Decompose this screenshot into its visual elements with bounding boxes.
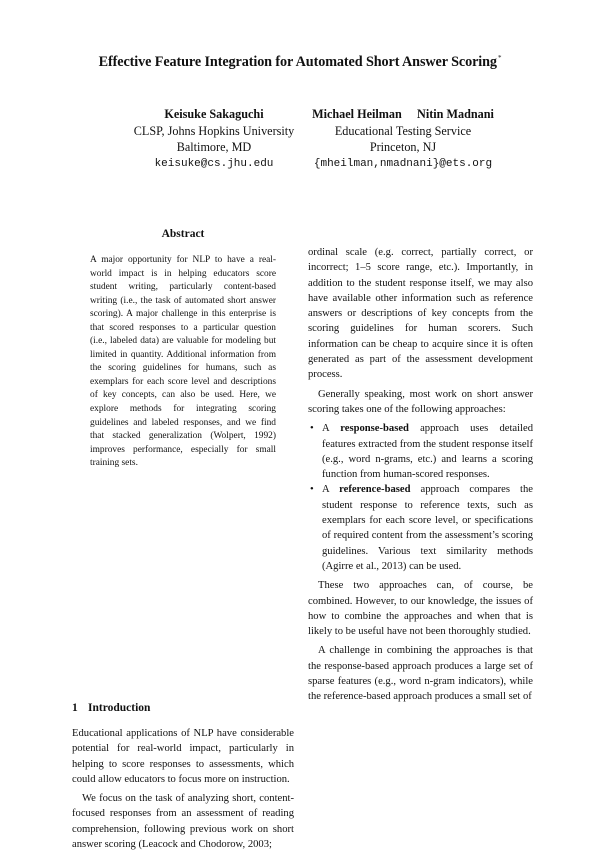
bullet-text: approach compares the student response to reference texts, such as exemplars for each score level, or specifications of required content from the assessment’s scoring guidelines. Various text similarity methods (Agirre et al., 2013) can be used. bbox=[322, 484, 533, 572]
author-name: Keisuke Sakaguchi bbox=[164, 107, 264, 121]
bullet-lead: A bbox=[322, 484, 340, 496]
section-title: Introduction bbox=[88, 702, 151, 714]
bullet-lead: A bbox=[322, 423, 341, 435]
author-location: Princeton, NJ bbox=[369, 140, 437, 154]
bullet-term: response-based bbox=[340, 423, 409, 435]
author-names: Michael Heilman Nitin Madnani bbox=[312, 107, 494, 121]
bullet-term: reference-based bbox=[339, 484, 411, 496]
list-item bbox=[308, 421, 533, 482]
author-affiliation: Educational Testing Service bbox=[334, 123, 472, 138]
abstract-heading: Abstract bbox=[161, 228, 205, 240]
right-paragraph-2: Generally speaking, most work on short answer scoring takes one of the following approaches: bbox=[308, 388, 533, 415]
title-text: Effective Feature Integration for Automated Short Answer Scoring bbox=[98, 54, 497, 70]
list-item bbox=[308, 482, 533, 574]
author-location: Baltimore, MD bbox=[176, 140, 252, 154]
author-affiliation: CLSP, Johns Hopkins University bbox=[133, 123, 295, 138]
bullet-icon: • bbox=[310, 423, 314, 435]
bullet-icon: • bbox=[310, 484, 314, 496]
right-paragraph-1: ordinal scale (e.g. correct, partially correct, or incorrect; 1–5 score range, etc.). Importantly, in addition to the student response itself, we may also have available other information such as reference answers or descriptions of key concepts from the scoring guidelines for human scorers. Such information can be cheap to acquire since it is often generated as part of the assessment development process. bbox=[308, 247, 533, 381]
author-email: keisuke@cs.jhu.edu bbox=[154, 157, 274, 170]
abstract-text: A major opportunity for NLP to have a real-world impact is in helping educators score student writing, particularly content-based writing (i.e., the task of automated short answer scoring). A major challenge in this enterprise is that scored responses to a particular question (i.e., labeled data) are valuable for modeling but limited in quantity. Additional information from the scoring guidelines for humans, such as exemplars for each score level and descriptions of key concepts, can also be used. Here, we explore methods for integrating scoring guidelines and labeled responses, and we find that stacked generalization (Wolpert, 1992) improves performance, especially for small training sets. bbox=[90, 255, 276, 469]
bullet-text: approach uses detailed features extracted from the student response itself (e.g., word n-grams, etc.) and learns a scoring function from human-scored responses. bbox=[322, 423, 533, 481]
author-block-right bbox=[288, 106, 518, 172]
section-heading-introduction bbox=[72, 702, 150, 714]
right-column bbox=[308, 245, 533, 705]
right-paragraph-4: A challenge in combining the approaches is that the response-based approach produces a large set of sparse features (e.g., word n-gram indicators), while the reference-based approach produces a small set of bbox=[308, 645, 533, 703]
section-number: 1 bbox=[72, 702, 78, 714]
intro-paragraph-2: We focus on the task of analyzing short, content-focused responses from an assessment of reading comprehension, following previous work on short answer scoring (Leacock and Chodorow, 2003; bbox=[72, 793, 294, 851]
intro-paragraph-1: Educational applications of NLP have considerable potential for real-world impact, particularly in helping to score responses to assessments, which could allow educators to focus more on instruction. bbox=[72, 728, 294, 785]
introduction-body bbox=[72, 726, 294, 852]
right-paragraph-3: These two approaches can, of course, be combined. However, to our knowledge, the issues of how to combine the approaches and when that is likely to be useful have not been thoroughly studied. bbox=[308, 580, 533, 638]
approach-list bbox=[308, 421, 533, 574]
title-footnote-mark: * bbox=[497, 54, 502, 63]
author-email: {mheilman,nmadnani}@ets.org bbox=[313, 157, 493, 170]
left-column bbox=[72, 228, 294, 851]
paper-title bbox=[0, 54, 600, 71]
